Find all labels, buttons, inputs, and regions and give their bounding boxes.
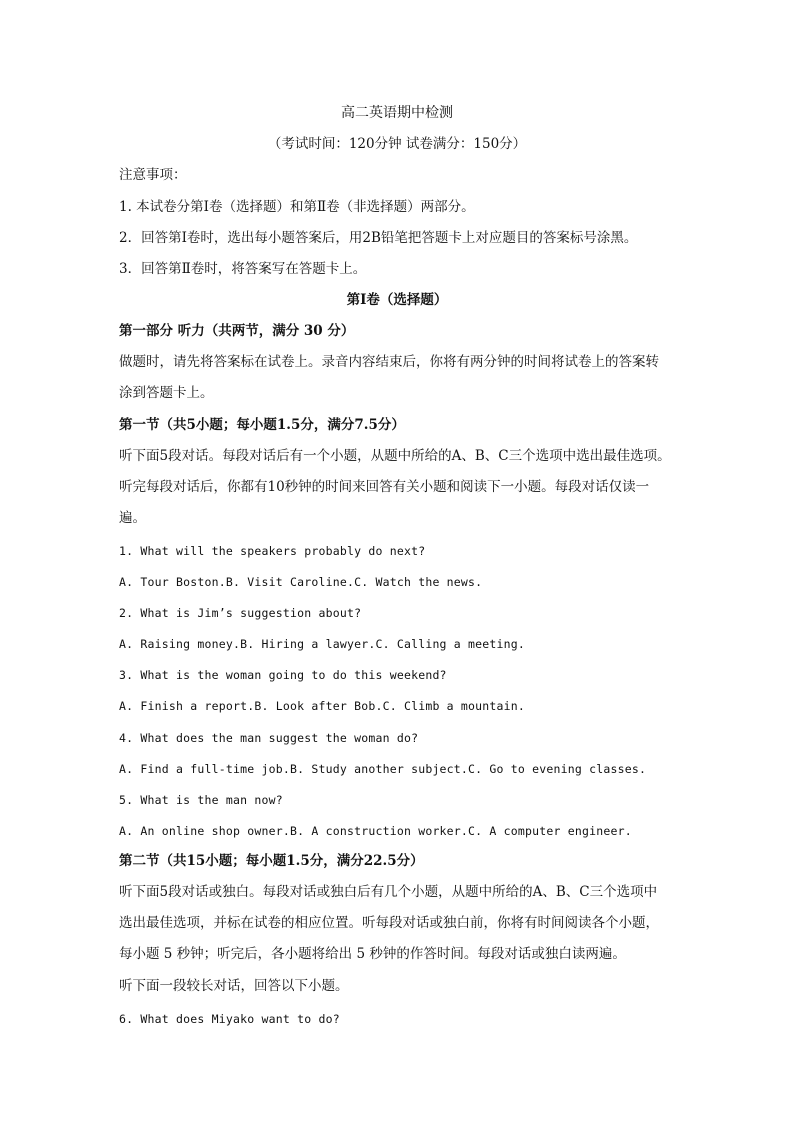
section-instruction: 选出最佳选项，并标在试卷的相应位置。听每段对话或独白前，你将有时间阅读各个小题， bbox=[119, 915, 659, 931]
section-instruction: 听完每段对话后，你都有10秒钟的时间来回答有关小题和阅读下一小题。每段对话仅读一 bbox=[119, 479, 650, 495]
question-options: A. Finish a report.B. Look after Bob.C. Climb a mountain. bbox=[119, 699, 526, 713]
part-instruction: 涂到答题卡上。 bbox=[119, 385, 214, 401]
part-instruction: 做题时，请先将答案标在试卷上。录音内容结束后，你将有两分钟的时间将试卷上的答案转 bbox=[119, 354, 659, 370]
section-instruction: 每小题 5 秒钟；听完后，各小题将给出 5 秒钟的作答时间。每段对话或独白读两遍。 bbox=[119, 946, 626, 962]
part-heading: 第一部分 听力（共两节，满分 30 分） bbox=[119, 323, 355, 339]
section-heading: 第二节（共15小题；每小题1.5分，满分22.5分） bbox=[119, 853, 424, 869]
question-text: 6. What does Miyako want to do? bbox=[119, 1012, 340, 1026]
question-text: 4. What does the man suggest the woman do? bbox=[119, 731, 419, 745]
section-heading: 第一节（共5小题；每小题1.5分，满分7.5分） bbox=[119, 417, 405, 433]
question-options: A. An online shop owner.B. A construction worker.C. A computer engineer. bbox=[119, 824, 632, 838]
section-instruction: 听下面5段对话。每段对话后有一个小题，从题中所给的A、B、C三个选项中选出最佳选项。 bbox=[119, 448, 671, 464]
question-text: 1. What will the speakers probably do next? bbox=[119, 544, 426, 558]
question-text: 3. What is the woman going to do this weekend? bbox=[119, 668, 447, 682]
question-options: A. Find a full-time job.B. Study another subject.C. Go to evening classes. bbox=[119, 762, 647, 776]
question-text: 5. What is the man now? bbox=[119, 793, 283, 807]
notice-heading: 注意事项： bbox=[119, 167, 187, 183]
section-instruction: 遍。 bbox=[119, 510, 146, 526]
volume-heading: 第I卷（选择题） bbox=[346, 292, 448, 308]
page-title: 高二英语期中检测 bbox=[341, 105, 453, 121]
question-options: A. Tour Boston.B. Visit Caroline.C. Watch the news. bbox=[119, 575, 483, 589]
question-options: A. Raising money.B. Hiring a lawyer.C. Calling a meeting. bbox=[119, 637, 526, 651]
section-instruction: 听下面5段对话或独白。每段对话或独白后有几个小题，从题中所给的A、B、C三个选项中 bbox=[119, 884, 658, 900]
notice-item: 1. 本试卷分第Ⅰ卷（选择题）和第Ⅱ卷（非选择题）两部分。 bbox=[119, 199, 475, 215]
notice-item: 2．回答第Ⅰ卷时，选出每小题答案后，用2B铅笔把答题卡上对应题目的答案标号涂黑。 bbox=[119, 230, 638, 246]
question-text: 2. What is Jim’s suggestion about? bbox=[119, 606, 362, 620]
notice-item: 3．回答第Ⅱ卷时，将答案写在答题卡上。 bbox=[119, 261, 367, 277]
section-subinstruction: 听下面一段较长对话，回答以下小题。 bbox=[119, 978, 349, 994]
page-subtitle: （考试时间：120分钟 试卷满分：150分） bbox=[267, 136, 527, 152]
